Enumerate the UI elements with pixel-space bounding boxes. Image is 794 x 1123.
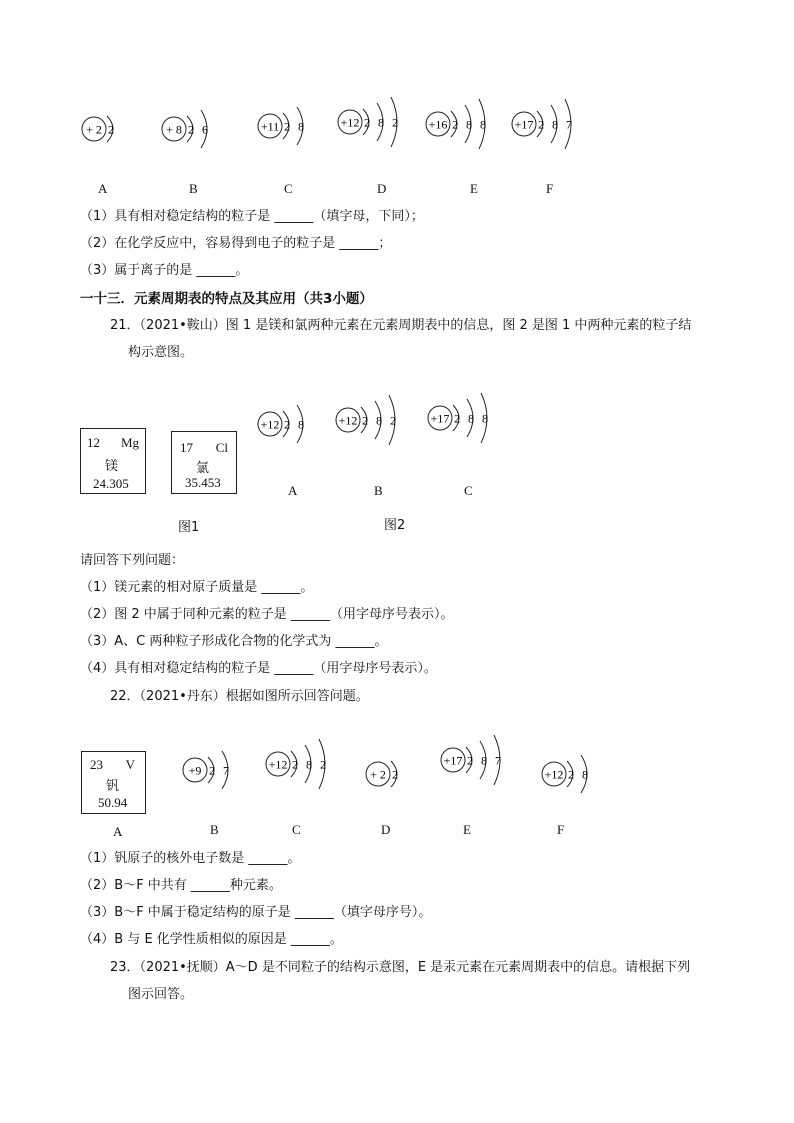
nuclear-charge: + 8 bbox=[166, 122, 182, 137]
electron-count: 2 bbox=[568, 767, 574, 782]
electron-count: 2 bbox=[538, 117, 544, 132]
diagram-label: B bbox=[374, 483, 383, 498]
q20-question-2: （2）在化学反应中，容易得到电子的粒子是 ______； bbox=[80, 236, 392, 251]
atomic-mass: 50.94 bbox=[98, 795, 128, 810]
atom-svg bbox=[264, 730, 354, 798]
q23-stem-line2: 图示回答。 bbox=[128, 987, 194, 1002]
electron-count: 2 bbox=[292, 757, 298, 772]
atom-diagram bbox=[424, 90, 514, 162]
q21-question-1: （1）镁元素的相对原子质量是 ______。 bbox=[80, 580, 314, 595]
diagram-label: D bbox=[381, 822, 391, 837]
electron-count: 2 bbox=[454, 411, 460, 426]
periodic-table-cell bbox=[171, 431, 237, 494]
electron-count: 2 bbox=[188, 122, 194, 137]
electron-count: 2 bbox=[452, 117, 458, 132]
q22-question-1: （1）钒原子的核外电子数是 ______。 bbox=[80, 851, 301, 866]
diagram-label: B bbox=[210, 822, 219, 837]
electron-count: 8 bbox=[468, 411, 474, 426]
atom-diagram bbox=[256, 390, 332, 462]
electron-count: 8 bbox=[482, 411, 488, 426]
nuclear-charge: +12 bbox=[544, 767, 564, 782]
atom-diagram bbox=[256, 92, 332, 164]
q21-stem-line1: 21．（2021•鞍山）图 1 是镁和氯两种元素在元素周期表中的信息，图 2 是图 1 中两种元素的粒子结 bbox=[110, 318, 692, 333]
diagram-label: F bbox=[546, 181, 554, 196]
atom-diagram bbox=[364, 740, 426, 812]
nuclear-charge: + 2 bbox=[86, 122, 102, 137]
diagram-label: E bbox=[470, 181, 478, 196]
electron-count: 2 bbox=[362, 413, 368, 428]
atom-diagram bbox=[336, 88, 426, 160]
electron-count: 2 bbox=[364, 115, 370, 130]
atomic-mass: 35.453 bbox=[185, 475, 221, 490]
atom-diagram bbox=[264, 730, 354, 802]
q21-question-3: （3）A、C 两种粒子形成化合物的化学式为 ______。 bbox=[80, 634, 388, 649]
q20-question-3: （3）属于离子的是 ______。 bbox=[80, 263, 249, 278]
atom-diagram bbox=[334, 386, 424, 458]
atomic-number: 12 bbox=[87, 435, 100, 450]
atom-svg bbox=[256, 390, 332, 458]
nuclear-charge: +17 bbox=[430, 411, 450, 426]
atomic-number: 17 bbox=[180, 440, 193, 455]
electron-count: 2 bbox=[392, 115, 398, 130]
atom-diagram bbox=[181, 736, 257, 808]
periodic-table-cell bbox=[81, 751, 146, 814]
electron-count: 7 bbox=[495, 753, 501, 768]
q22-stem: 22．（2021•丹东）根据如图所示回答问题。 bbox=[110, 689, 369, 704]
atom-svg bbox=[540, 740, 616, 808]
electron-count: 7 bbox=[223, 763, 229, 778]
diagram-label: A bbox=[113, 824, 123, 839]
atom-diagram bbox=[80, 95, 142, 167]
atomic-mass: 24.305 bbox=[93, 476, 129, 491]
nuclear-charge: +9 bbox=[188, 763, 202, 778]
nuclear-charge: + 2 bbox=[370, 767, 386, 782]
atomic-number: 23 bbox=[90, 757, 103, 772]
q22-question-2: （2）B～F 中共有 ______种元素。 bbox=[80, 878, 282, 893]
atom-svg bbox=[424, 90, 514, 158]
electron-count: 8 bbox=[466, 117, 472, 132]
atom-svg bbox=[364, 740, 426, 808]
atom-diagram bbox=[426, 384, 516, 456]
nuclear-charge: +12 bbox=[268, 757, 288, 772]
electron-count: 8 bbox=[552, 117, 558, 132]
figure-caption: 图1 bbox=[178, 520, 200, 535]
periodic-table-cell bbox=[80, 428, 146, 494]
atom-diagram bbox=[540, 740, 616, 812]
electron-count: 8 bbox=[582, 767, 588, 782]
diagram-label: C bbox=[464, 483, 473, 498]
electron-count: 8 bbox=[306, 757, 312, 772]
nuclear-charge: +17 bbox=[443, 753, 463, 768]
electron-count: 2 bbox=[209, 763, 215, 778]
diagram-label: E bbox=[463, 822, 471, 837]
element-symbol: Cl bbox=[215, 440, 228, 455]
atom-svg bbox=[181, 736, 257, 804]
figure-caption: 图2 bbox=[384, 518, 406, 533]
element-symbol: Mg bbox=[120, 435, 139, 450]
electron-count: 7 bbox=[566, 117, 572, 132]
nuclear-charge: +12 bbox=[260, 417, 280, 432]
atom-svg bbox=[439, 726, 529, 794]
q20-question-1: （1）具有相对稳定结构的粒子是 ______（填字母，下同）； bbox=[80, 209, 424, 224]
nuclear-charge: +12 bbox=[338, 413, 358, 428]
q21-prompt: 请回答下列问题： bbox=[80, 553, 185, 568]
q23-stem-line1: 23．（2021•抚顺）A～D 是不同粒子的结构示意图，E 是汞元素在元素周期表中的信息。请根据下列 bbox=[110, 960, 691, 975]
atom-svg bbox=[256, 92, 332, 160]
electron-count: 2 bbox=[320, 757, 326, 772]
q22-question-4: （4）B 与 E 化学性质相似的原因是 ______。 bbox=[80, 932, 343, 947]
nuclear-charge: +12 bbox=[340, 115, 360, 130]
electron-count: 2 bbox=[390, 413, 396, 428]
atom-svg bbox=[80, 95, 142, 163]
electron-count: 2 bbox=[467, 753, 473, 768]
electron-count: 2 bbox=[392, 767, 398, 782]
nuclear-charge: +11 bbox=[260, 119, 280, 134]
atom-svg bbox=[160, 95, 236, 163]
atom-svg bbox=[426, 384, 516, 452]
element-symbol: V bbox=[125, 757, 135, 772]
diagram-label: A bbox=[288, 483, 298, 498]
element-name: 氯 bbox=[196, 460, 210, 475]
q21-question-4: （4）具有相对稳定结构的粒子是 ______（用字母序号表示）。 bbox=[80, 661, 437, 676]
electron-count: 8 bbox=[481, 753, 487, 768]
electron-count: 6 bbox=[202, 122, 208, 137]
diagram-label: F bbox=[557, 822, 565, 837]
electron-count: 8 bbox=[298, 417, 304, 432]
diagram-label: B bbox=[189, 181, 198, 196]
element-name: 镁 bbox=[105, 458, 119, 473]
nuclear-charge: +16 bbox=[428, 117, 448, 132]
electron-count: 2 bbox=[284, 417, 290, 432]
atom-svg bbox=[334, 386, 424, 454]
diagram-label: A bbox=[98, 181, 108, 196]
electron-count: 8 bbox=[298, 119, 304, 134]
electron-count: 8 bbox=[378, 115, 384, 130]
q22-question-3: （3）B～F 中属于稳定结构的原子是 ______（填字母序号）。 bbox=[80, 905, 432, 920]
nuclear-charge: +17 bbox=[514, 117, 534, 132]
atom-svg bbox=[510, 90, 600, 158]
section-heading: 一十三．元素周期表的特点及其应用（共3小题） bbox=[80, 291, 373, 307]
q21-stem-line2: 构示意图。 bbox=[128, 345, 194, 360]
electron-count: 8 bbox=[376, 413, 382, 428]
q21-question-2: （2）图 2 中属于同种元素的粒子是 ______（用字母序号表示）。 bbox=[80, 607, 454, 622]
atom-diagram bbox=[160, 95, 236, 167]
atom-diagram bbox=[510, 90, 600, 162]
diagram-label: C bbox=[292, 822, 301, 837]
diagram-label: C bbox=[284, 181, 293, 196]
atom-diagram bbox=[439, 726, 529, 798]
electron-count: 2 bbox=[284, 119, 290, 134]
electron-count: 8 bbox=[480, 117, 486, 132]
diagram-label: D bbox=[377, 181, 387, 196]
element-name: 钒 bbox=[106, 778, 120, 793]
electron-count: 2 bbox=[108, 122, 114, 137]
atom-svg bbox=[336, 88, 426, 156]
